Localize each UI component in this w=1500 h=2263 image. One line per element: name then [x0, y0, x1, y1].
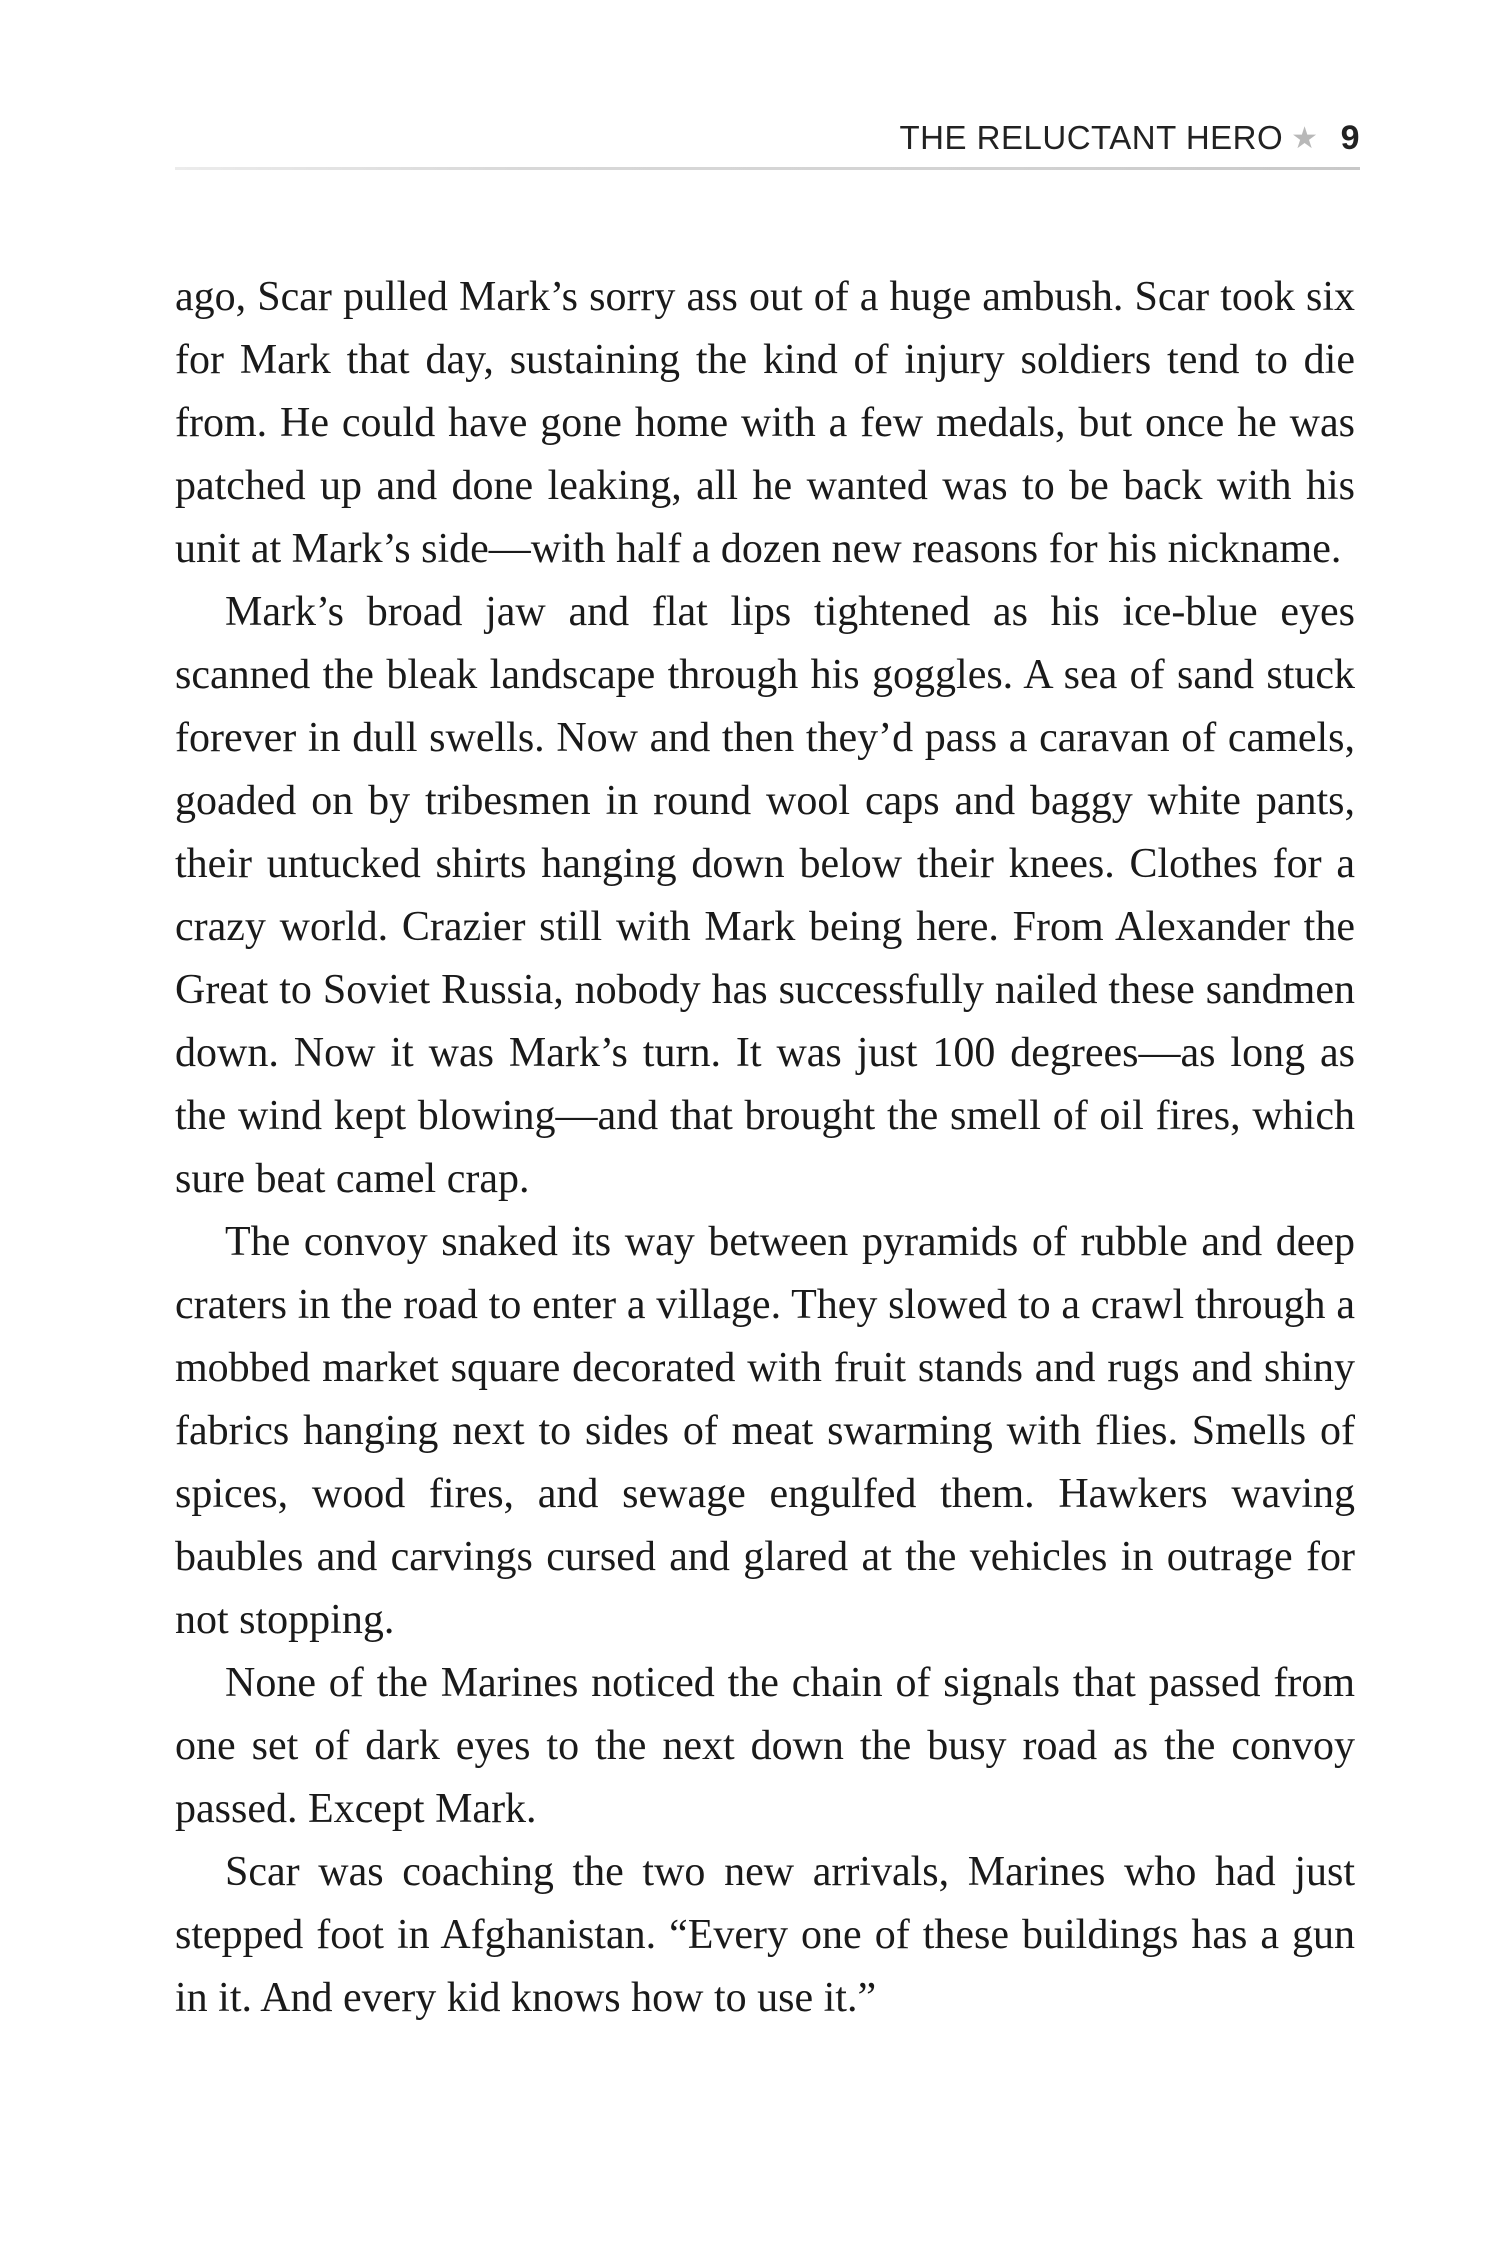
paragraph-3: The convoy snaked its way between pyramids of rubble and deep craters in the road to enter a village. They slowed to a crawl through a mobbed market square decorated with fruit stands and rugs and shiny fabrics hanging next to sides of meat swarming with flies. Smells of spices, wood fires, and sewage engulfed them. Hawkers waving baubles and carvings cursed and glared at the vehicles in outrage for not stopping.: [175, 1219, 1355, 1643]
body-text: [175, 266, 1355, 2030]
star-icon: ★: [1291, 121, 1319, 155]
paragraph-4: None of the Marines noticed the chain of signals that passed from one set of dark eyes to the next down the busy road as the convoy passed. Except Mark.: [175, 1660, 1355, 1832]
paragraph-1: ago, Scar pulled Mark’s sorry ass out of a huge ambush. Scar took six for Mark that day, sustaining the kind of injury soldiers tend to die from. He could have gone home with a few medals, but once he was patched up and done leaking, all he wanted was to be back with his unit at Mark’s side—with half a dozen new reasons for his nickname.: [175, 274, 1355, 572]
paragraph-5: Scar was coaching the two new arrivals, Marines who had just stepped foot in Afghanistan. “Every one of these buildings has a gun in it. And every kid knows how to use it.”: [175, 1849, 1355, 2021]
book-title: THE RELUCTANT HERO: [899, 119, 1284, 156]
paragraph-2: Mark’s broad jaw and flat lips tightened as his ice-blue eyes scanned the bleak landscape through his goggles. A sea of sand stuck forever in dull swells. Now and then they’d pass a caravan of camels, goaded on by tribesmen in round wool caps and baggy white pants, their untucked shirts hanging down below their knees. Clothes for a crazy world. Crazier still with Mark being here. From Alexander the Great to Soviet Russia, nobody has successfully nailed these sandmen down. Now it was Mark’s turn. It was just 100 degrees—as long as the wind kept blowing—and that brought the smell of oil fires, which sure beat camel crap.: [175, 589, 1355, 1202]
page-number: 9: [1340, 118, 1360, 157]
header-rule: [175, 167, 1360, 170]
running-head: [175, 110, 1360, 166]
